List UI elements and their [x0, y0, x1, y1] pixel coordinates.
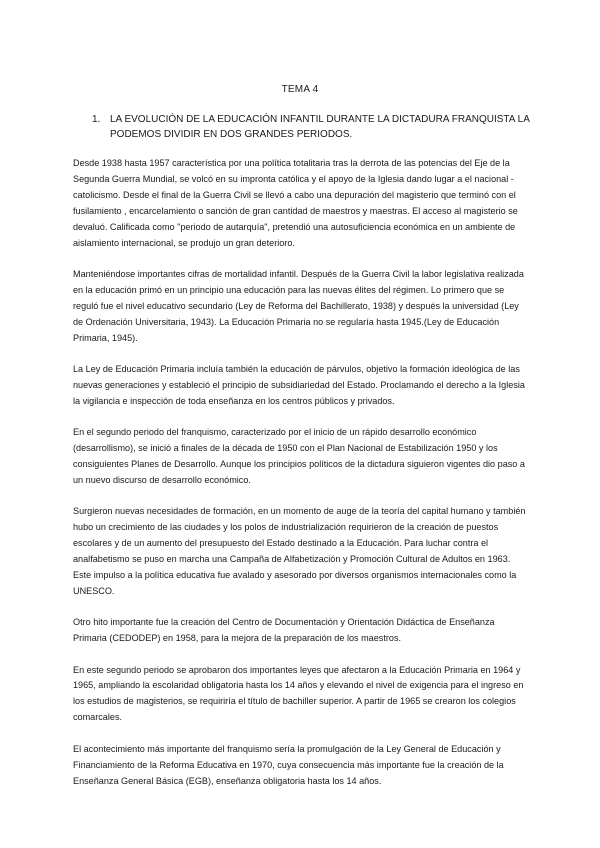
- page-title: TEMA 4: [281, 84, 319, 95]
- section-number: 1.: [92, 114, 101, 125]
- paragraph: La Ley de Educación Primaria incluía también la educación de párvulos, objetivo la formación ideológica de las nuevas generaciones y estableció el principio de subsidiariedad del Estado. Proclamando el derecho a la Iglesia la vigilancia e inspección de toda enseñanza en los centros públicos y privados.: [73, 363, 525, 406]
- section-heading-text: LA EVOLUCIÓN DE LA EDUCACIÓN INFANTIL DURANTE LA DICTADURA FRANQUISTA LA PODEMOS DIVIDIR EN DOS GRANDES PERIODOS.: [110, 114, 530, 140]
- paragraph: Surgieron nuevas necesidades de formación, en un momento de auge de la teoría del capital humano y también hubo un crecimiento de las ciudades y los polos de industrialización requirieron de la creación de puestos escolares y de un aumento del presupuesto del Estado destinado a la Educación. Para luchar contra el analfabetismo se puso en marcha una Campaña de Alfabetización y Promoción Cultural de Adultos en 1963. Este impulso a la política educativa fue avalado y asesorado por diversos organismos internacionales como la UNESCO.: [73, 506, 526, 596]
- paragraph: Manteniéndose importantes cifras de mortalidad infantil. Después de la Guerra Civil la labor legislativa realizada en la educación primó en un principio una educación para las nuevas élites del régimen. Lo primero que se reguló fue el nivel educativo secundario (Ley de Reforma del Bachillerato, 1938) y después la universidad (Ley de Ordenación Universitaria, 1943). La Educación Primaria no se regularía hasta 1945.(Ley de Educación Primaria, 1945).: [73, 268, 524, 343]
- paragraph: En este segundo periodo se aprobaron dos importantes leyes que afectaron a la Educación Primaria en 1964 y 1965, ampliando la escolaridad obligatoria hasta los 14 años y elevando el nivel de exigencia para el ingreso en los estudios de magisterios, se requiriría el título de bachiller superior. A partir de 1965 se crearon los colegios comarcales.: [73, 664, 524, 723]
- section-heading: [92, 112, 532, 142]
- document-body: [73, 156, 529, 805]
- paragraph: En el segundo periodo del franquismo, caracterizado por el inicio de un rápido desarrollo económico (desarrollismo), se inició a finales de la década de 1950 con el Plan Nacional de Estabilización 1950 y los consiguientes Planes de Desarrollo. Aunque los principios políticos de la dictadura siguieron vigentes dio paso a un nuevo discurso de desarrollo económico.: [73, 427, 525, 485]
- paragraph: El acontecimiento más importante del franquismo sería la promulgación de la Ley General de Educación y Financiamiento de la Reforma Educativa en 1970, cuya consecuencia más importante fue la creación de la Enseñanza General Básica (EGB), enseñanza obligatoria hasta los 14 años.: [73, 743, 504, 786]
- paragraph: Otro hito importante fue la creación del Centro de Documentación y Orientación Didáctica de Enseñanza Primaria (CEDODEP) en 1958, para la mejora de la preparación de los maestros.: [73, 617, 495, 644]
- paragraph: Desde 1938 hasta 1957 característica por una política totalitaria tras la derrota de las potencias del Eje de la Segunda Guerra Mundial, se volcó en su impronta católica y el apoyo de la Iglesia dando lugar a el nacional - catolicismo. Desde el final de la Guerra Civil se llevó a cabo una depuración del magisterio que terminó con el fusilamiento , encarcelamiento o sanción de gran cantidad de maestros y maestras. El acceso al magisterio se devaluó. Calificada como "periodo de autarquía", pretendió una autosuficiencia económica en un ambiente de aislamiento internacional, se produjo un gran deterioro.: [73, 158, 518, 248]
